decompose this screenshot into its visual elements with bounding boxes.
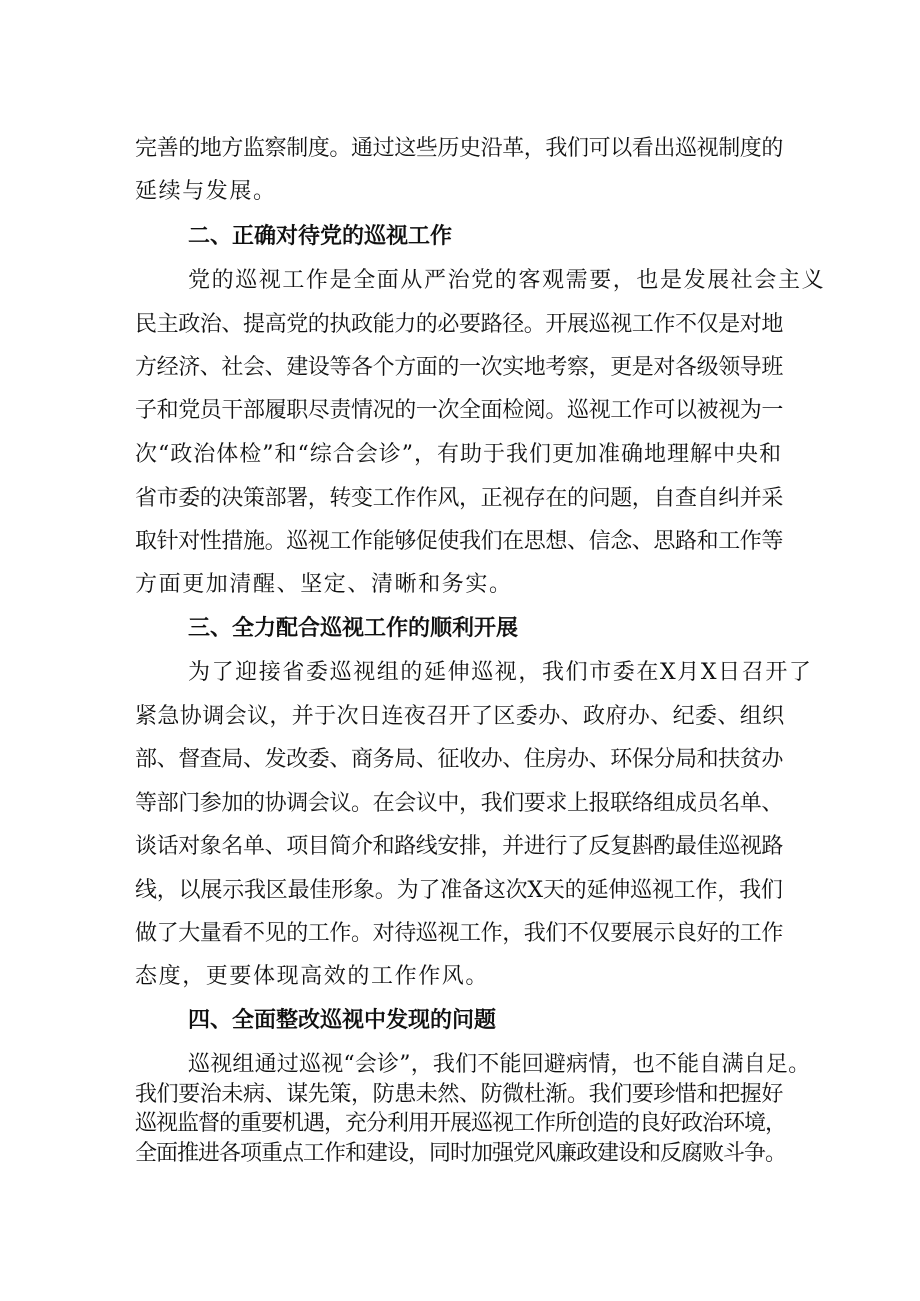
section-3-line-7: 做了大量看不见的工作。对待巡视工作，我们不仅要展示良好的工作 <box>135 921 784 946</box>
section-4-line-4: 全面推进各项重点工作和建设，同时加强党风廉政建设和反腐败斗争。 <box>135 1141 787 1166</box>
intro-line-1: 完善的地方监察制度。通过这些历史沿革，我们可以看出巡视制度的 <box>135 136 784 161</box>
section-2-line-4: 子和党员干部履职尽责情况的一次全面检阅。巡视工作可以被视为一 <box>135 398 784 423</box>
section-3-line-4: 等部门参加的协调会议。在会议中，我们要求上报联络组成员名单、 <box>135 791 784 816</box>
section-2-line-2: 民主政治、提高党的执政能力的必要路径。开展巡视工作不仅是对地 <box>135 312 784 337</box>
section-3-line-8: 态度，更要体现高效的工作作风。 <box>135 964 490 989</box>
section-3-line-2: 紧急协调会议，并于次日连夜召开了区委办、政府办、纪委、组织 <box>135 704 785 729</box>
intro-line-2: 延续与发展。 <box>135 179 277 204</box>
section-heading-2: 二、正确对待党的巡视工作 <box>188 224 453 249</box>
section-4-line-2: 我们要治未病、谋先策，防患未然、防微杜渐。我们要珍惜和把握好 <box>135 1082 784 1107</box>
section-2-line-3: 方经济、社会、建设等各个方面的一次实地考察，更是对各级领导班 <box>135 355 784 380</box>
section-2-line-8: 方面更加清醒、坚定、清晰和务实。 <box>135 572 513 597</box>
section-2-line-6: 省市委的决策部署，转变工作作风，正视存在的问题，自查自纠并采 <box>135 486 784 511</box>
section-4-line-1: 巡视组通过巡视“会诊”，我们不能回避病情，也不能自满自足。 <box>188 1052 811 1077</box>
section-2-line-7: 取针对性措施。巡视工作能够促使我们在思想、信念、思路和工作等 <box>135 529 784 554</box>
section-heading-3: 三、全力配合巡视工作的顺利开展 <box>188 616 519 641</box>
section-4-line-3: 巡视监督的重要机遇，充分利用开展巡视工作所创造的良好政治环境， <box>135 1111 787 1136</box>
section-3-line-5: 谈话对象名单、项目简介和路线安排，并进行了反复斟酌最佳巡视路 <box>135 834 784 859</box>
section-3-line-6: 线，以展示我区最佳形象。为了准备这次X天的延伸巡视工作，我们 <box>135 878 783 903</box>
section-2-line-5: 次“政治体检”和“综合会诊”，有助于我们更加准确地理解中央和 <box>135 442 782 467</box>
section-3-line-1: 为了迎接省委巡视组的延伸巡视，我们市委在X月X日召开了 <box>188 660 813 685</box>
section-3-line-3: 部、督查局、发改委、商务局、征收办、住房办、环保分局和扶贫办 <box>135 747 784 772</box>
section-heading-4: 四、全面整改巡视中发现的问题 <box>188 1008 497 1033</box>
section-2-line-1: 党的巡视工作是全面从严治党的客观需要，也是发展社会主义 <box>188 268 826 293</box>
